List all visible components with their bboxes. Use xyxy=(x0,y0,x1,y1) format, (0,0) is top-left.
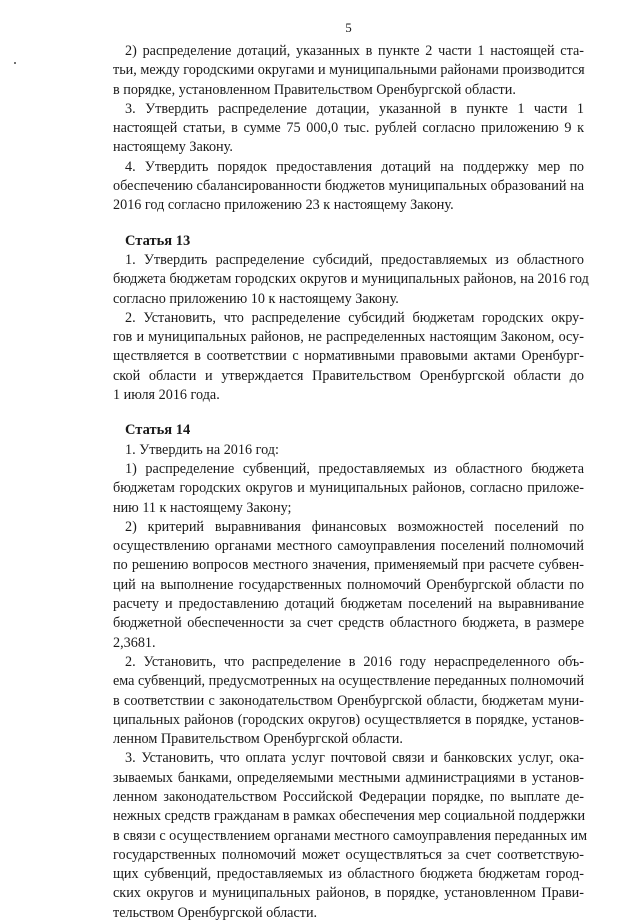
document-body xyxy=(113,42,589,923)
paragraph xyxy=(113,251,589,309)
text-line: 1 июля 2016 года. xyxy=(113,387,220,404)
paragraph xyxy=(113,653,584,749)
text-line: щих субвенций, предоставляемых из областного бюджета бюджетам город- xyxy=(113,866,584,883)
text-line: 1. Утвердить распределение субсидий, предоставляемых из областного xyxy=(125,251,584,268)
paragraph xyxy=(113,441,584,460)
text-line: 2016 год согласно приложению 23 к настоящему Закону. xyxy=(113,197,454,214)
text-line: ской области и утверждается Правительством Оренбургской области до xyxy=(113,367,584,384)
text-line: 2) критерий выравнивания финансовых возможностей поселений по xyxy=(125,518,584,535)
section-gap xyxy=(113,216,584,232)
text-line: бюджетной обеспеченности за счет средств областного бюджета, в размере xyxy=(113,615,584,632)
section xyxy=(113,232,589,406)
text-line: расчету и предоставлению дотаций бюджетам поселений на выравнивание xyxy=(113,596,584,613)
paragraph xyxy=(113,460,584,518)
text-line: нию 11 к настоящему Закону; xyxy=(113,499,292,516)
article-heading: Статья 13 xyxy=(125,232,191,249)
text-line: 3. Утвердить распределение дотации, указанной в пункте 1 части 1 xyxy=(125,100,584,117)
paragraph xyxy=(113,100,584,158)
text-line: по решению вопросов местного значения, применяемый при расчете субвен- xyxy=(113,557,584,574)
text-line: 4. Утвердить порядок предоставления дотаций на поддержку мер по xyxy=(125,158,584,175)
text-line: согласно приложению 10 к настоящему Закону. xyxy=(113,290,399,307)
text-line: 2) распределение дотаций, указанных в пункте 2 части 1 настоящей ста- xyxy=(125,43,584,59)
paragraph xyxy=(113,158,584,216)
text-line: бюджетам городских округов и муниципальных районов, согласно приложе- xyxy=(113,480,584,497)
text-line: 2. Установить, что распределение в 2016 году нераспределенного объ- xyxy=(125,653,584,670)
text-line: зываемых банками, определяемыми местными администрациями в установ- xyxy=(113,769,584,786)
paragraph xyxy=(113,309,584,405)
text-line: в связи с осуществлением органами местного самоуправления переданных им xyxy=(113,827,588,844)
text-line: ских округов и муниципальных районов, в порядке, установленном Прави- xyxy=(113,885,584,902)
text-line: 1) распределение субвенций, предоставляемых из областного бюджета xyxy=(125,460,584,477)
text-line: ема субвенций, предусмотренных на осуществление переданных полномочий xyxy=(113,673,585,690)
text-line: ществляется в соответствии с нормативными правовыми актами Оренбург- xyxy=(113,348,584,365)
text-line: государственных полномочий может осуществляться за счет соответствую- xyxy=(113,846,584,863)
page-number: 5 xyxy=(345,20,352,35)
text-line: в порядке, установленном Правительством Оренбургской области. xyxy=(113,81,516,98)
text-line: ций на выполнение государственных полномочий Оренбургской области по xyxy=(113,576,584,593)
text-line: нежных средств гражданам в рамках обеспечения мер социальной поддержки xyxy=(113,808,586,825)
section xyxy=(113,421,588,923)
text-line: бюджета бюджетам городских округов и муниципальных районов, на 2016 год xyxy=(113,271,589,288)
text-line: 3. Установить, что оплата услуг почтовой связи и банковских услуг, ока- xyxy=(125,750,584,767)
text-line: настоящему Закону. xyxy=(113,139,233,156)
paragraph xyxy=(113,518,584,653)
text-line: 2. Установить, что распределение субсидий бюджетам городских окру- xyxy=(125,309,584,326)
text-line: тельством Оренбургской области. xyxy=(113,904,318,921)
section-gap xyxy=(113,405,584,421)
text-line: обеспечению сбалансированности бюджетов муниципальных образований на xyxy=(113,178,584,195)
text-line: ципальных районов (городских округов) осуществляется в порядке, установ- xyxy=(113,711,584,728)
scan-speck xyxy=(14,62,16,64)
text-line: 1. Утвердить на 2016 год: xyxy=(125,441,279,458)
section xyxy=(113,42,584,216)
text-line: настоящей статьи, в сумме 75 000,0 тыс. рублей согласно приложению 9 к xyxy=(113,120,584,137)
text-line: ленном Правительством Оренбургской области. xyxy=(113,731,403,748)
text-line: в соответствии с законодательством Оренбургской области, бюджетам муни- xyxy=(113,692,584,709)
text-line: тьи, между городскими округами и муниципальными районами производится xyxy=(113,62,585,79)
text-line: 2,3681. xyxy=(113,634,156,651)
paragraph xyxy=(113,42,584,100)
paragraph xyxy=(113,749,588,923)
article-heading: Статья 14 xyxy=(125,422,191,439)
text-line: гов и муниципальных районов, не распределенных настоящим Законом, осу- xyxy=(113,329,584,346)
text-line: ленном законодательством Российской Федерации порядке, по выплате де- xyxy=(113,788,584,805)
text-line: осуществлению органами местного самоуправления поселений полномочий xyxy=(113,538,584,555)
